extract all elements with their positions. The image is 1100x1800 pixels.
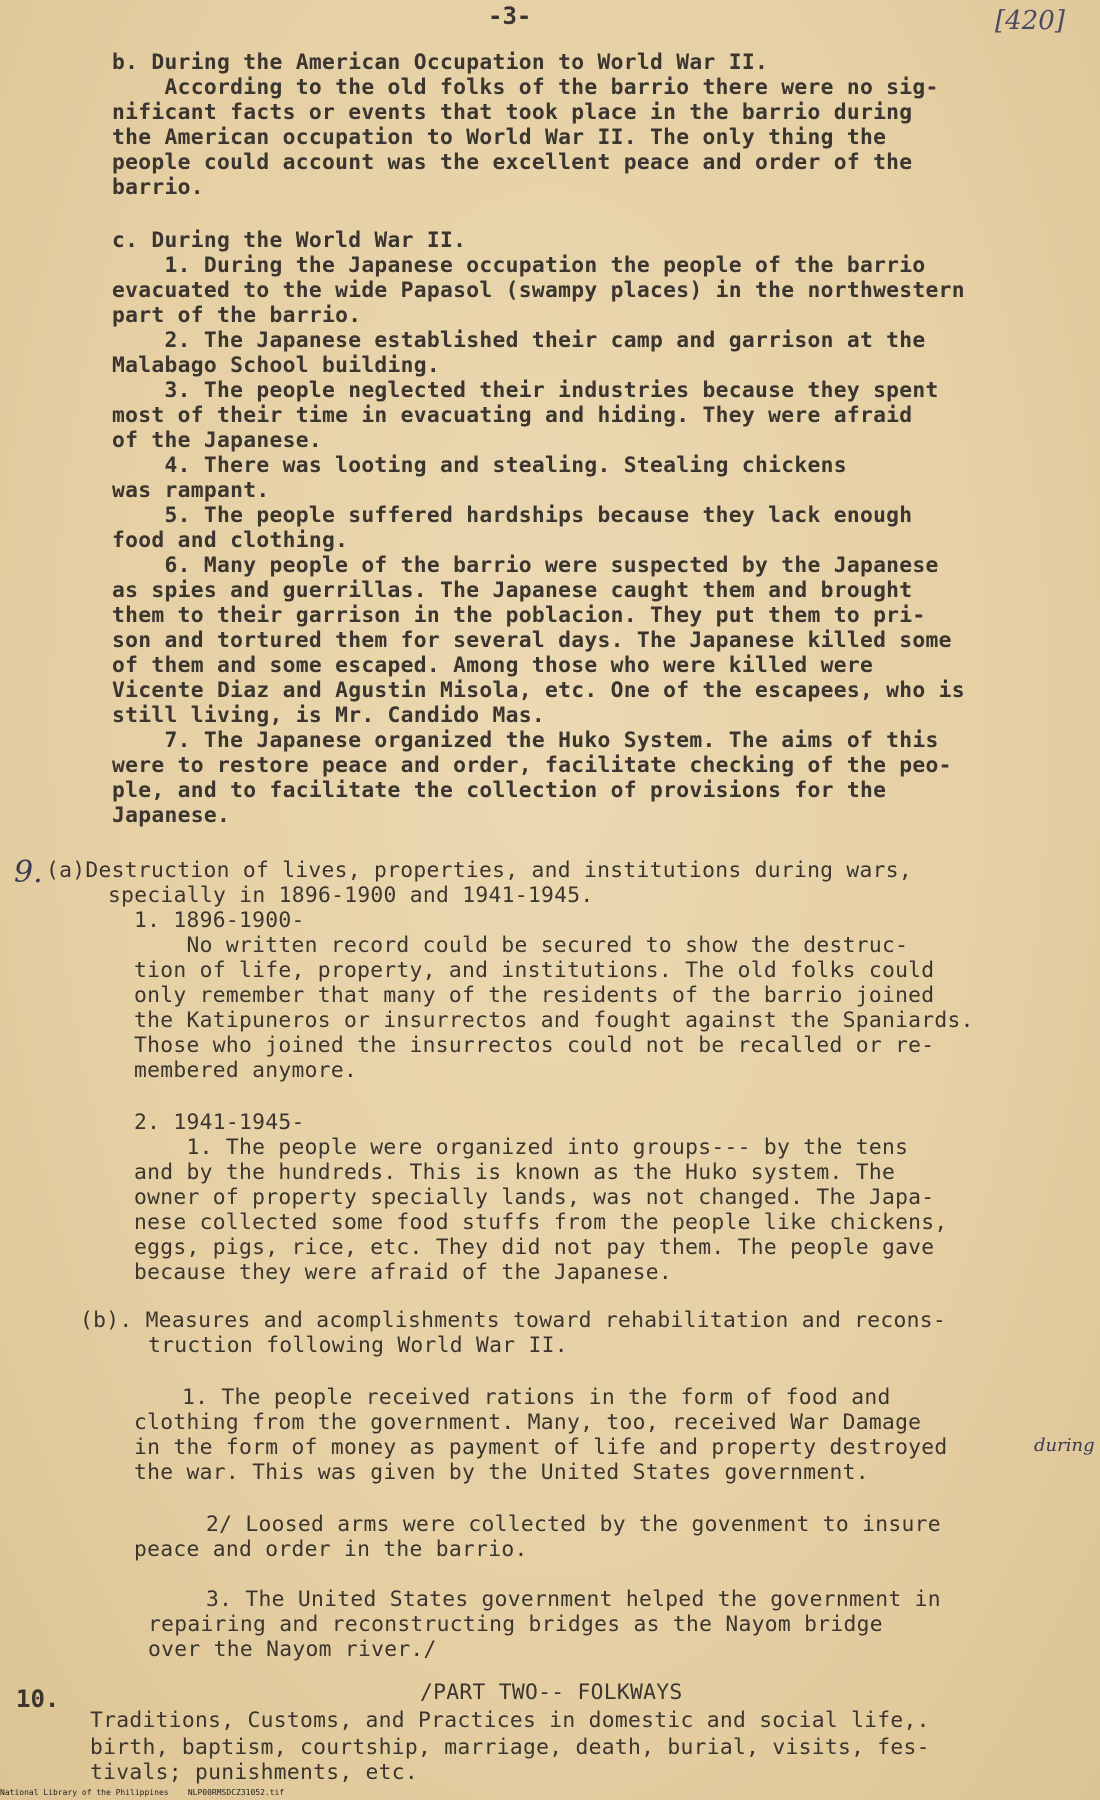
scan-footer: National Library of the Philippines NLP00RMSDCZ31052.tif (0, 1788, 285, 1797)
text-line: 1. 1896-1900- (134, 908, 305, 933)
text-line: the American occupation to World War II. The only thing the (112, 125, 887, 150)
text-line: 2. The Japanese established their camp and garrison at the (112, 328, 926, 353)
text-line: Japanese. (112, 803, 231, 828)
text-line: owner of property specially lands, was not changed. The Japa- (134, 1185, 935, 1210)
text-line: c. During the World War II. (112, 228, 467, 253)
text-line: 4. There was looting and stealing. Stealing chickens (112, 453, 847, 478)
text-line: only remember that many of the residents of the barrio joined (134, 983, 935, 1008)
text-line: 2. 1941-1945- (134, 1110, 305, 1135)
text-line: tivals; punishments, etc. (90, 1760, 419, 1785)
text-line: repairing and reconstructing bridges as the Nayom bridge (148, 1612, 883, 1637)
text-line: because they were afraid of the Japanese. (134, 1260, 672, 1285)
text-line: eggs, pigs, rice, etc. They did not pay them. The people gave (134, 1235, 935, 1260)
margin-item-9: 9. (14, 855, 43, 890)
text-line: 7. The Japanese organized the Huko System. The aims of this (112, 728, 939, 753)
text-line: nificant facts or events that took place in the barrio during (112, 100, 913, 125)
text-line: 1. The people were organized into groups--- by the tens (134, 1135, 909, 1160)
text-line: evacuated to the wide Papasol (swampy places) in the northwestern (112, 278, 965, 303)
text-line: them to their garrison in the poblacion. They put them to pri- (112, 603, 926, 628)
text-line: truction following World War II. (148, 1333, 568, 1358)
text-line: Traditions, Customs, and Practices in domestic and social life,. (90, 1708, 930, 1733)
text-line: birth, baptism, courtship, marriage, death, burial, visits, fes- (90, 1735, 930, 1760)
text-line: 5. The people suffered hardships because they lack enough (112, 503, 913, 528)
text-line: and by the hundreds. This is known as the Huko system. The (134, 1160, 896, 1185)
text-line: barrio. (112, 175, 204, 200)
text-line: the war. This was given by the United States government. (134, 1460, 869, 1485)
text-line: membered anymore. (134, 1058, 358, 1083)
text-line: Malabago School building. (112, 353, 441, 378)
text-line: 6. Many people of the barrio were suspected by the Japanese (112, 553, 939, 578)
text-line: part of the barrio. (112, 303, 362, 328)
archive-number: [420] (995, 6, 1065, 36)
text-line: over the Nayom river./ (148, 1637, 437, 1662)
text-line: the Katipuneros or insurrectos and fought against the Spaniards. (134, 1008, 974, 1033)
text-line: 2/ Loosed arms were collected by the govenment to insure (206, 1512, 941, 1537)
text-line: Vicente Diaz and Agustin Misola, etc. One of the escapees, who is (112, 678, 965, 703)
handwritten-note: during (1034, 1435, 1095, 1456)
text-line: No written record could be secured to show the destruc- (134, 933, 909, 958)
text-line: tion of life, property, and institutions. The old folks could (134, 958, 935, 983)
text-line: as spies and guerrillas. The Japanese caught them and brought (112, 578, 913, 603)
text-line: was rampant. (112, 478, 270, 503)
text-line: were to restore peace and order, facilitate checking of the peo- (112, 753, 952, 778)
text-line: clothing from the government. Many, too, received War Damage (134, 1410, 922, 1435)
text-line: son and tortured them for several days. The Japanese killed some (112, 628, 952, 653)
text-line: 1. The people received rations in the form of food and (182, 1385, 891, 1410)
text-line: of them and some escaped. Among those who were killed were (112, 653, 874, 678)
text-line: in the form of money as payment of life and property destroyed (134, 1435, 948, 1460)
text-line: of the Japanese. (112, 428, 322, 453)
margin-item-10: 10. (16, 1685, 60, 1713)
text-line: nese collected some food stuffs from the people like chickens, (134, 1210, 948, 1235)
text-line: peace and order in the barrio. (134, 1537, 528, 1562)
page-number: -3- (488, 2, 532, 30)
text-line: still living, is Mr. Candido Mas. (112, 703, 546, 728)
section-heading: /PART TWO-- FOLKWAYS (420, 1680, 683, 1705)
text-line: ple, and to facilitate the collection of provisions for the (112, 778, 887, 803)
text-line: 3. The United States government helped the government in (206, 1587, 941, 1612)
text-line: people could account was the excellent peace and order of the (112, 150, 913, 175)
text-line: specially in 1896-1900 and 1941-1945. (108, 883, 594, 908)
text-line: (b). Measures and acomplishments toward rehabilitation and recons- (80, 1308, 947, 1333)
text-line: 1. During the Japanese occupation the people of the barrio (112, 253, 926, 278)
text-line: Those who joined the insurrectos could not be recalled or re- (134, 1033, 935, 1058)
text-line: 3. The people neglected their industries because they spent (112, 378, 939, 403)
text-line: According to the old folks of the barrio there were no sig- (112, 75, 939, 100)
text-line: b. During the American Occupation to World War II. (112, 50, 769, 75)
text-line: food and clothing. (112, 528, 349, 553)
text-line: (a)Destruction of lives, properties, and institutions during wars, (46, 858, 913, 883)
text-line: most of their time in evacuating and hiding. They were afraid (112, 403, 913, 428)
